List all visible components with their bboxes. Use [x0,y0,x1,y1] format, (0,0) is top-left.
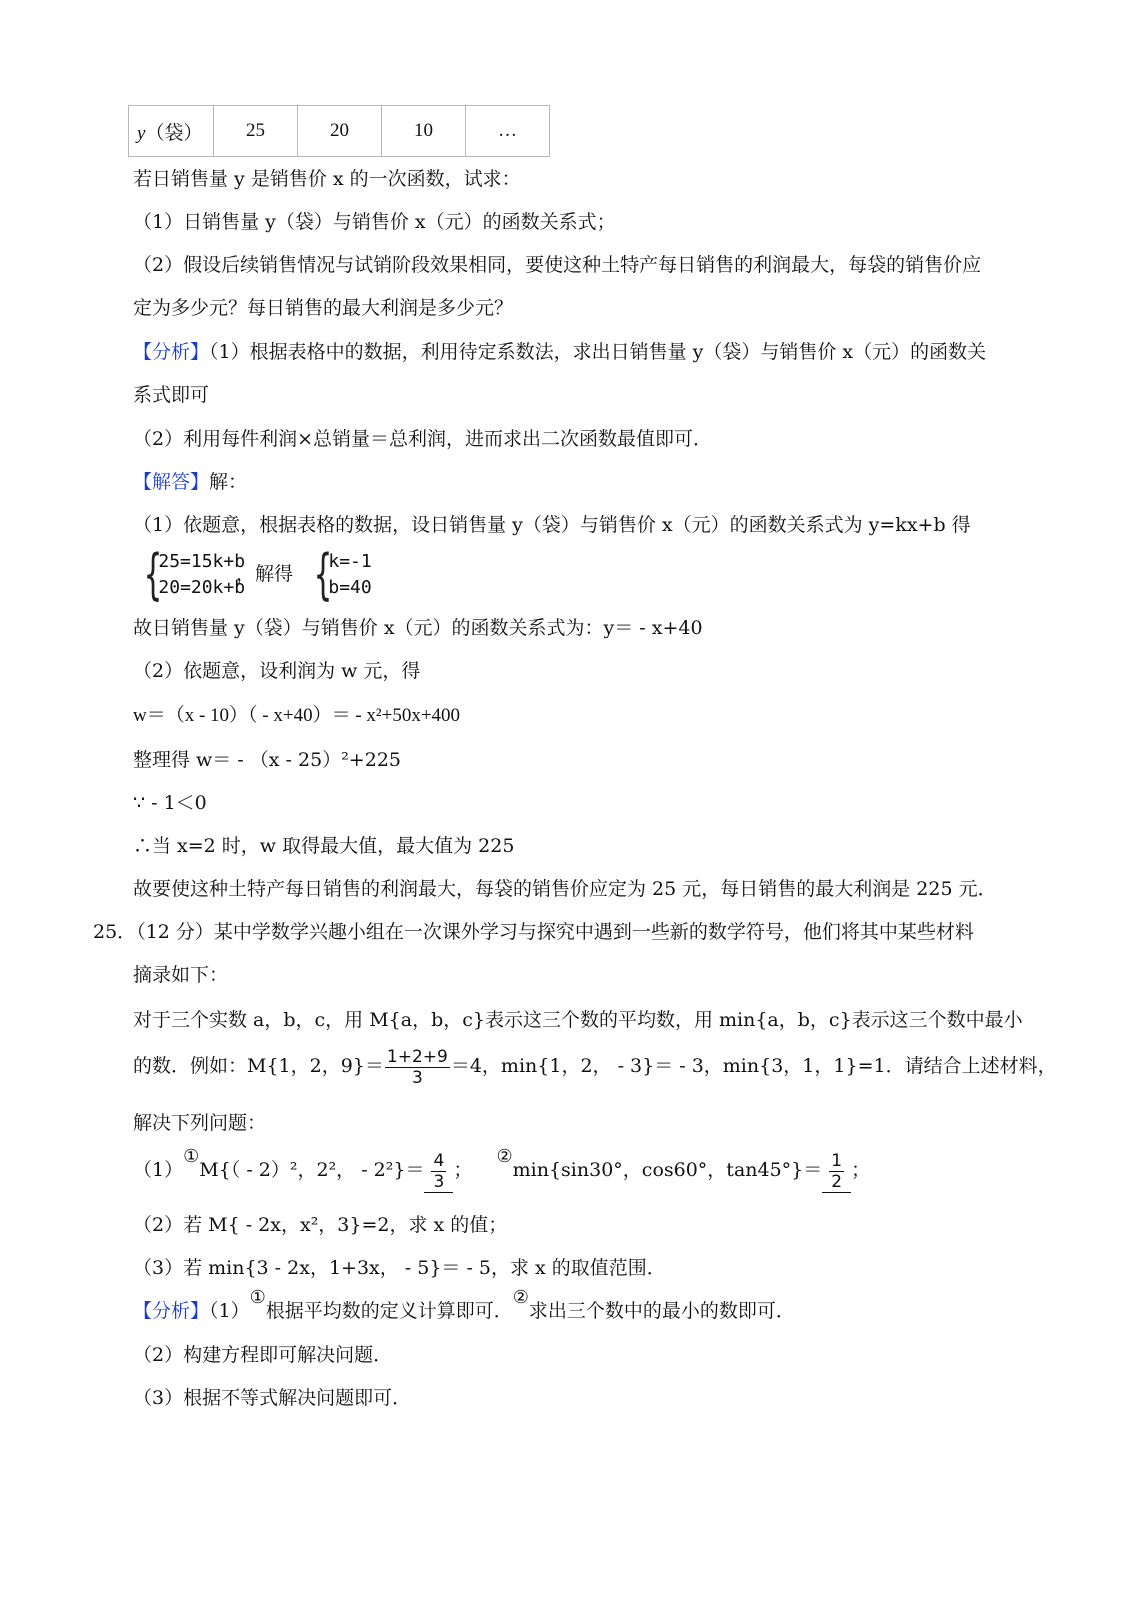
answer-blank-1 [424,1148,453,1193]
solution-2-eq2: 整理得 w＝ - （x - 25）²+225 [133,749,401,771]
table-header-cell [129,106,214,157]
circled-one-icon: ① [183,1146,200,1167]
equation: k=-1 [328,551,372,572]
analysis-tag: 【分析】 [133,341,210,363]
example-fraction [385,1047,450,1088]
table-cell: 25 [214,106,298,157]
conclusion-line: 故要使这种土特产每日销售的利润最大，每袋的销售价应定为 25 元，每日销售的最大利润是 225 元． [133,878,997,900]
question-part1: M{（ - 2）²，2²， - 2²}＝ [199,1159,425,1181]
circled-two-icon: ② [512,1287,529,1308]
problem-25-stem-line2: 摘录如下： [133,964,229,986]
analysis-2: （2）利用每件利润×总销量＝总利润，进而求出二次函数最值即可． [133,428,713,450]
var-y: y [137,122,146,144]
solution-2-intro: （2）依题意，设利润为 w 元，得 [133,660,421,682]
solution-2-eq1: w＝（x - 10）（ - x+40）＝ - x²+50x+400 [133,705,461,726]
table-cell: 10 [382,106,466,157]
analysis-tag: 【分析】 [133,1300,210,1322]
fraction-numerator: 4 [433,1150,445,1171]
because-line: ∵ - 1＜0 [133,792,207,814]
problem-intro: 若日销售量 y 是销售价 x 的一次函数，试求： [133,168,521,190]
question-3: （3）若 min{3 - 2x，1+3x， - 5}＝ - 5，求 x 的取值范围． [133,1257,666,1279]
equation-system-2 [298,543,372,606]
equation: b=40 [328,577,372,598]
question-number: （1） [133,1159,184,1181]
circled-one-icon: ① [249,1287,266,1308]
question-2: （2）若 M{ - 2x，x²，3}=2，求 x 的值； [133,1214,508,1236]
definition-text: ＝4，min{1，2， - 3}＝ - 3，min{3，1，1}=1．请结合上述材料， [450,1055,1057,1077]
definition-line3: 解决下列问题： [133,1112,267,1134]
equation-system-1 [128,543,246,606]
brace-icon: { [313,543,333,606]
definition-text: 的数．例如：M{1，2，9}＝ [133,1055,384,1077]
fraction-denominator: 2 [831,1171,843,1192]
question-2-line1: （2）假设后续销售情况与试销阶段效果相同，要使这种土特产每日销售的利润最大，每袋的销售价应 [133,254,982,276]
question-2-line2: 定为多少元？每日销售的最大利润是多少元？ [133,297,514,319]
circled-two-icon: ② [496,1146,513,1167]
answer-tag: 【解答】 [133,471,210,493]
solution-1-line: （1）依题意，根据表格的数据，设日销售量 y（袋）与销售价 x（元）的函数关系式为 y=kx+b 得 [133,514,971,536]
analysis-number: （1） [209,1300,250,1322]
question-part2: min{sin30°，cos60°，tan45°}＝ [512,1159,823,1181]
solve-word: ，解得 [236,563,294,585]
solution-1-result: 故日销售量 y（袋）与销售价 x（元）的函数关系式为：y＝ - x+40 [133,617,703,639]
analysis-text: （1）根据表格中的数据，利用待定系数法，求出日销售量 y（袋）与销售价 x（元）的函数关 [209,341,987,363]
separator: ； [851,1159,871,1181]
fraction-numerator: 1+2+9 [386,1046,448,1067]
analysis-3: （3）根据不等式解决问题即可． [133,1387,412,1409]
answer-fraction [829,1151,844,1192]
table-row [129,106,550,157]
analysis-1-line [133,1287,795,1325]
analysis-1-line2: 系式即可 [133,384,210,406]
fraction-denominator: 3 [433,1171,445,1192]
definition-line1: 对于三个实数 a，b，c，用 M{a，b，c}表示这三个数的平均数，用 min{a，b，c}表示这三个数中最小 [133,1009,1023,1031]
definition-line2 [133,1044,1057,1088]
answer-fraction [431,1151,446,1192]
brace-icon: { [143,543,163,606]
analysis-part2: 求出三个数中的最小的数即可． [528,1300,795,1322]
question-1-line [133,1148,870,1193]
equation: 20=20k+b [158,577,246,598]
answer-start: 解： [209,471,248,493]
equation: 25=15k+b [158,551,246,572]
problem-25-stem-line1 [93,919,974,945]
answer-blank-2 [822,1148,851,1193]
problem-number: 25． [93,921,137,943]
data-table [128,105,550,157]
analysis-2: （2）构建方程即可解决问题． [133,1344,393,1366]
analysis-part1: 根据平均数的定义计算即可． [265,1300,513,1322]
analysis-1-line1 [133,339,986,365]
question-1: （1）日销售量 y（袋）与销售价 x（元）的函数关系式； [133,211,616,233]
fraction-denominator: 3 [411,1067,423,1088]
table-cell: 20 [298,106,382,157]
stem-text: （12 分）某中学数学兴趣小组在一次课外学习与探究中遇到一些新的数学符号，他们将其中某些材料 [136,921,974,943]
fraction-numerator: 1 [831,1150,843,1171]
unit-label: （袋） [145,122,203,144]
separator: ； [453,1159,473,1181]
answer-header [133,469,247,495]
table-cell: … [466,106,550,157]
therefore-line: ∴当 x=2 时，w 取得最大值，最大值为 225 [133,835,515,857]
